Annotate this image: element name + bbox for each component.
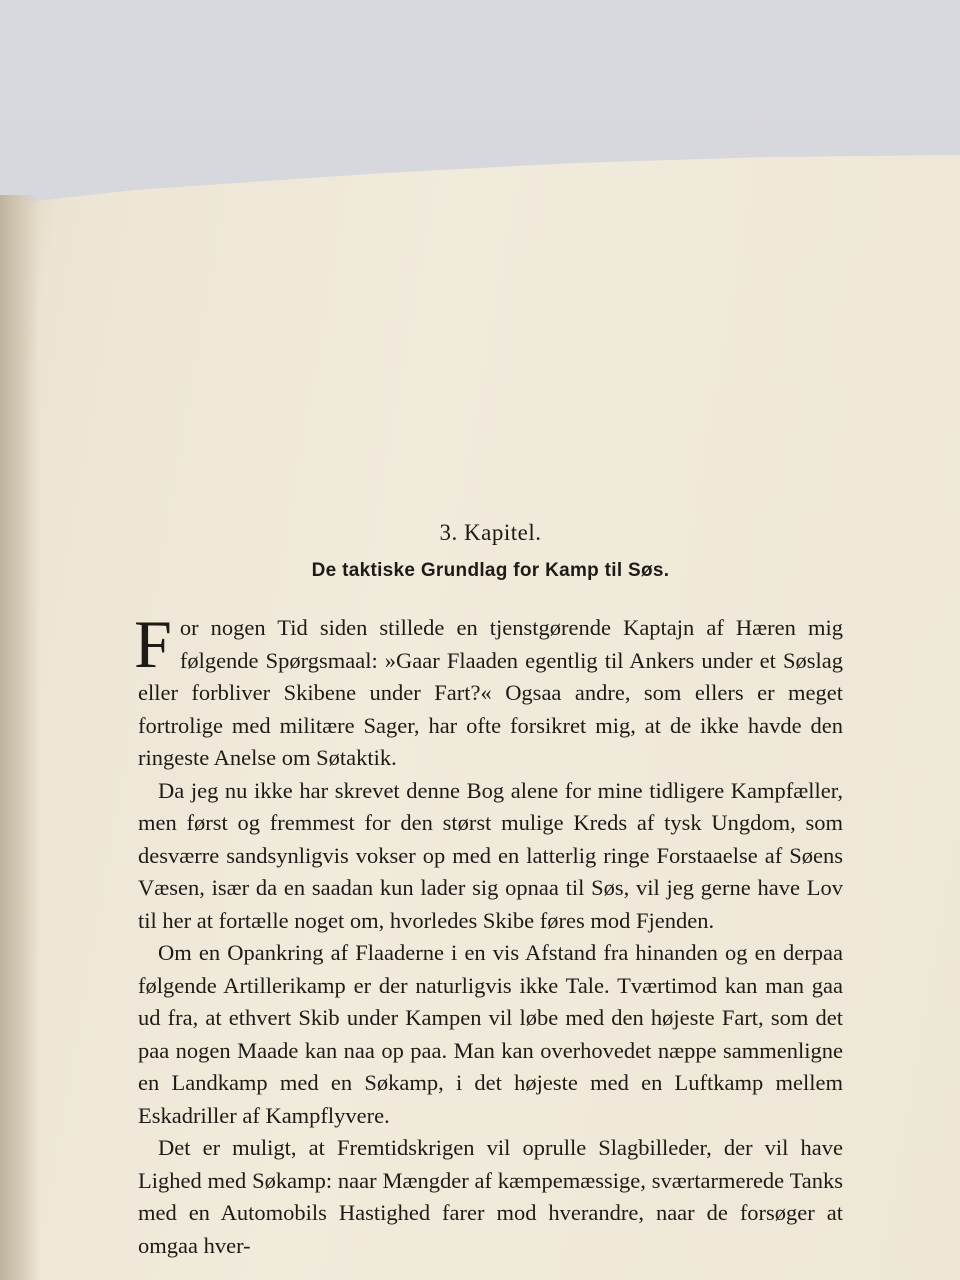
page-gutter-shadow xyxy=(0,195,40,1280)
chapter-title: De taktiske Grundlag for Kamp til Søs. xyxy=(311,560,670,581)
chapter-number: 3. Kapitel. xyxy=(439,520,542,545)
paragraph-3: Om en Opankring af Flaaderne i en vis Afstand fra hinanden og en derpaa følgende Artillerikamp er der naturligvis ikke Tale. Tværtimod kan man gaa ud fra, at ethvert Skib under Kampen vil løbe med den højeste Fart, som det paa nogen Maade kan naa op paa. Man kan overhovedet næppe sammenligne en Landkamp med en Søkamp, i det højeste med en Luftkamp mellem Eskadriller af Kampflyvere. xyxy=(138,940,843,1128)
paragraph-1-text: or nogen Tid siden stillede en tjenstgørende Kaptajn af Hæren mig følgende Spørgsmaal: »Gaar Flaaden egentlig til Ankers under et Søslag eller forbliver Skibene under Fart?« Ogsaa andre, som ellers er meget fortrolige med militære Sager, har ofte forsikret mig, at de ikke havde den ringeste Anelse om Søtaktik. xyxy=(138,615,843,770)
drop-cap: F xyxy=(134,606,172,682)
paragraph-1 xyxy=(134,606,843,775)
paragraph-4: Det er muligt, at Fremtidskrigen vil oprulle Slagbilleder, der vil have Lighed med Søkamp: naar Mængder af kæmpemæssige, sværtarmerede Tanks med en Automobils Hastighed farer mod hverandre, naar de forsøger at omgaa hver- xyxy=(138,1135,843,1258)
paragraph-2: Da jeg nu ikke har skrevet denne Bog alene for mine tidligere Kampfæller, men først og fremmest for den størst mulige Kreds af tysk Ungdom, som desværre sandsynligvis vokser op med en latterlig ringe Forstaaelse af Søens Væsen, især da en saadan kun lader sig opnaa til Søs, vil jeg gerne have Lov til her at fortælle noget om, hvorledes Skibe føres mod Fjenden. xyxy=(138,777,843,933)
page-text-block xyxy=(134,520,843,1262)
